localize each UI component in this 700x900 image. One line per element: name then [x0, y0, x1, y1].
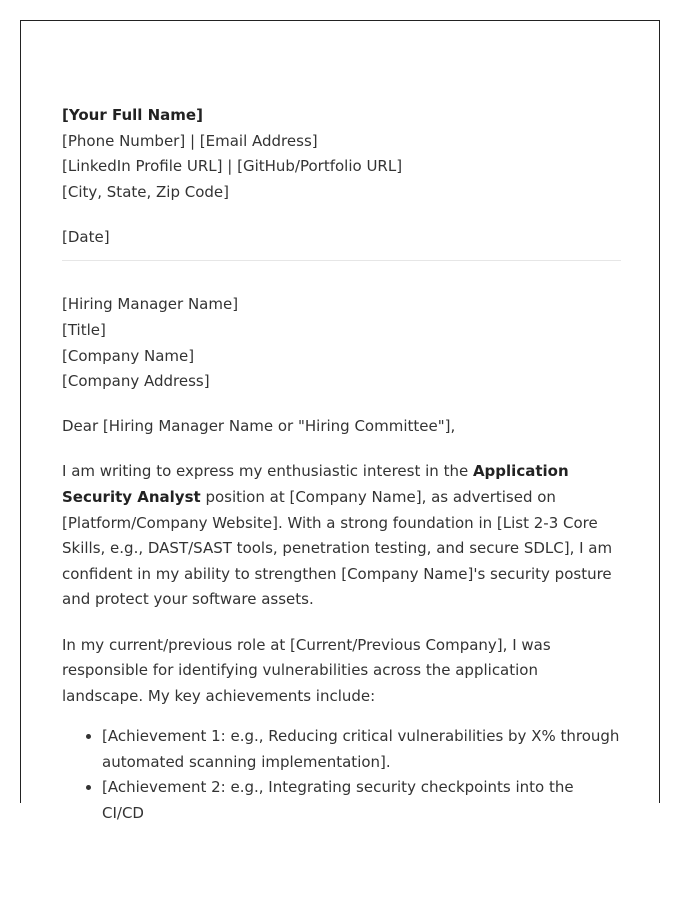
recipient-address: [Company Address]: [62, 372, 210, 391]
sender-location-line: [City, State, Zip Code]: [62, 182, 230, 201]
intro-text-after: position at [Company Name], as advertised on [Platform/Company Website]. With a strong foundation in [List 2-3 Core Skills, e.g., DAST/SAST tools, penetration testing, and secure SDLC], I am confident in my ability to strengthen [Company Name]'s security posture and protect your software assets.: [62, 488, 613, 609]
intro-paragraph: [62, 459, 620, 613]
header-divider: [62, 260, 621, 261]
salutation: [62, 414, 620, 440]
salutation-text: Dear [Hiring Manager Name or "Hiring Committee"],: [62, 417, 456, 436]
date-block: [62, 225, 620, 251]
achievement-item: • [Achievement 2: e.g., Integrating security checkpoints into the CI/CD: [102, 775, 620, 826]
achievement-item: • [Achievement 1: e.g., Reducing critical vulnerabilities by X% through automated scanning implementation].: [102, 724, 620, 775]
recipient-title: [Title]: [62, 321, 106, 340]
document-page: [20, 20, 660, 823]
sender-links-line: [LinkedIn Profile URL] | [GitHub/Portfolio URL]: [62, 157, 403, 176]
sender-contact-line: [Phone Number] | [Email Address]: [62, 131, 318, 150]
sender-name: [Your Full Name]: [62, 106, 203, 124]
intro-text-before: I am writing to express my enthusiastic interest in the: [62, 462, 473, 481]
sender-block: [62, 103, 620, 205]
achievements-list: [62, 724, 620, 826]
recipient-name: [Hiring Manager Name]: [62, 295, 239, 314]
recipient-block: [62, 292, 620, 394]
experience-paragraph: In my current/previous role at [Current/Previous Company], I was responsible for identifying vulnerabilities across the application landscape. My key achievements include:: [62, 635, 551, 705]
cover-letter-body: [62, 103, 620, 827]
recipient-company: [Company Name]: [62, 346, 195, 365]
letter-date: [Date]: [62, 227, 110, 246]
job-role: Application Security Analyst: [62, 462, 569, 507]
